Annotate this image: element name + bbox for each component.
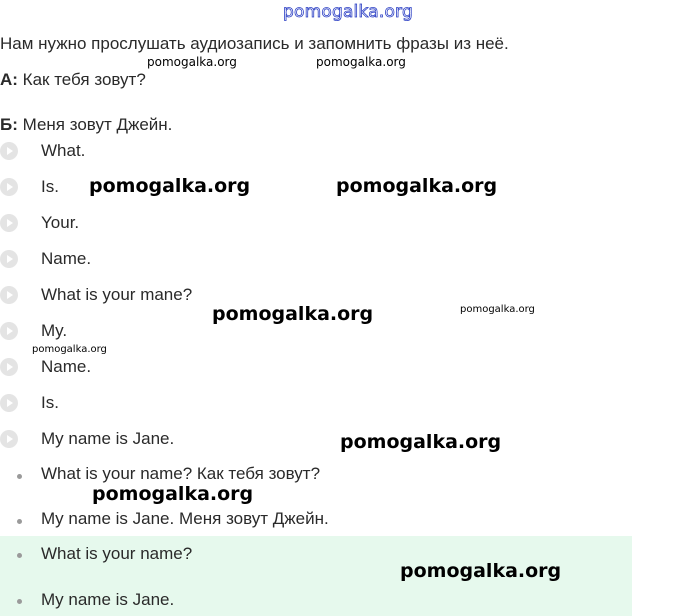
audio-phrase: My. [41,321,68,340]
audio-phrase: Is. [41,177,59,196]
audio-item[interactable] [0,391,59,415]
audio-phrase: Your. [41,213,80,232]
audio-item[interactable] [0,355,92,379]
dialog-line-b [0,115,172,135]
speaker-label: А: [0,70,18,89]
watermark: pomogalka.org [92,483,254,505]
audio-phrase: Name. [41,249,92,268]
translation-item [0,509,680,533]
answer-text: What is your name? [41,544,193,563]
watermark: pomogalka.org [400,560,562,582]
audio-phrase: My name is Jane. [41,429,175,448]
watermark: pomogalka.org [460,304,535,315]
audio-item[interactable] [0,319,68,343]
bullet-icon [17,553,22,558]
speaker-label: Б: [0,115,18,134]
play-icon[interactable] [0,214,18,232]
translation-text: What is your name? Как тебя зовут? [41,464,321,483]
play-icon[interactable] [0,430,18,448]
bullet-icon [17,599,22,604]
audio-item[interactable] [0,211,80,235]
dialog-text: Меня зовут Джейн. [17,115,173,134]
watermark: pomogalka.org [336,175,498,197]
watermark: pomogalka.org [147,55,237,69]
play-icon[interactable] [0,178,18,196]
watermark: pomogalka.org [32,344,107,355]
answer-text: My name is Jane. [41,590,175,609]
play-icon[interactable] [0,250,18,268]
audio-item[interactable] [0,139,86,163]
header-watermark: pomogalka.org [283,2,413,22]
watermark: pomogalka.org [89,175,251,197]
audio-item[interactable] [0,427,175,451]
watermark: pomogalka.org [212,303,374,325]
watermark: pomogalka.org [340,431,502,453]
translation-text: My name is Jane. Меня зовут Джейн. [41,509,329,528]
dialog-text: Как тебя зовут? [17,70,146,89]
intro-text: Нам нужно прослушать аудиозапись и запомнить фразы из неё. [0,34,509,53]
bullet-icon [17,474,22,479]
play-icon[interactable] [0,286,18,304]
audio-phrase: Name. [41,357,92,376]
bullet-icon [17,519,22,524]
play-icon[interactable] [0,142,18,160]
audio-item[interactable] [0,247,92,271]
watermark: pomogalka.org [316,55,406,69]
audio-phrase: Is. [41,393,59,412]
play-icon[interactable] [0,322,18,340]
play-icon[interactable] [0,358,18,376]
audio-item[interactable] [0,283,193,307]
audio-phrase: What. [41,141,86,160]
audio-item[interactable] [0,175,59,199]
dialog-line-a [0,70,146,90]
audio-phrase: What is your mane? [41,285,193,304]
play-icon[interactable] [0,394,18,412]
